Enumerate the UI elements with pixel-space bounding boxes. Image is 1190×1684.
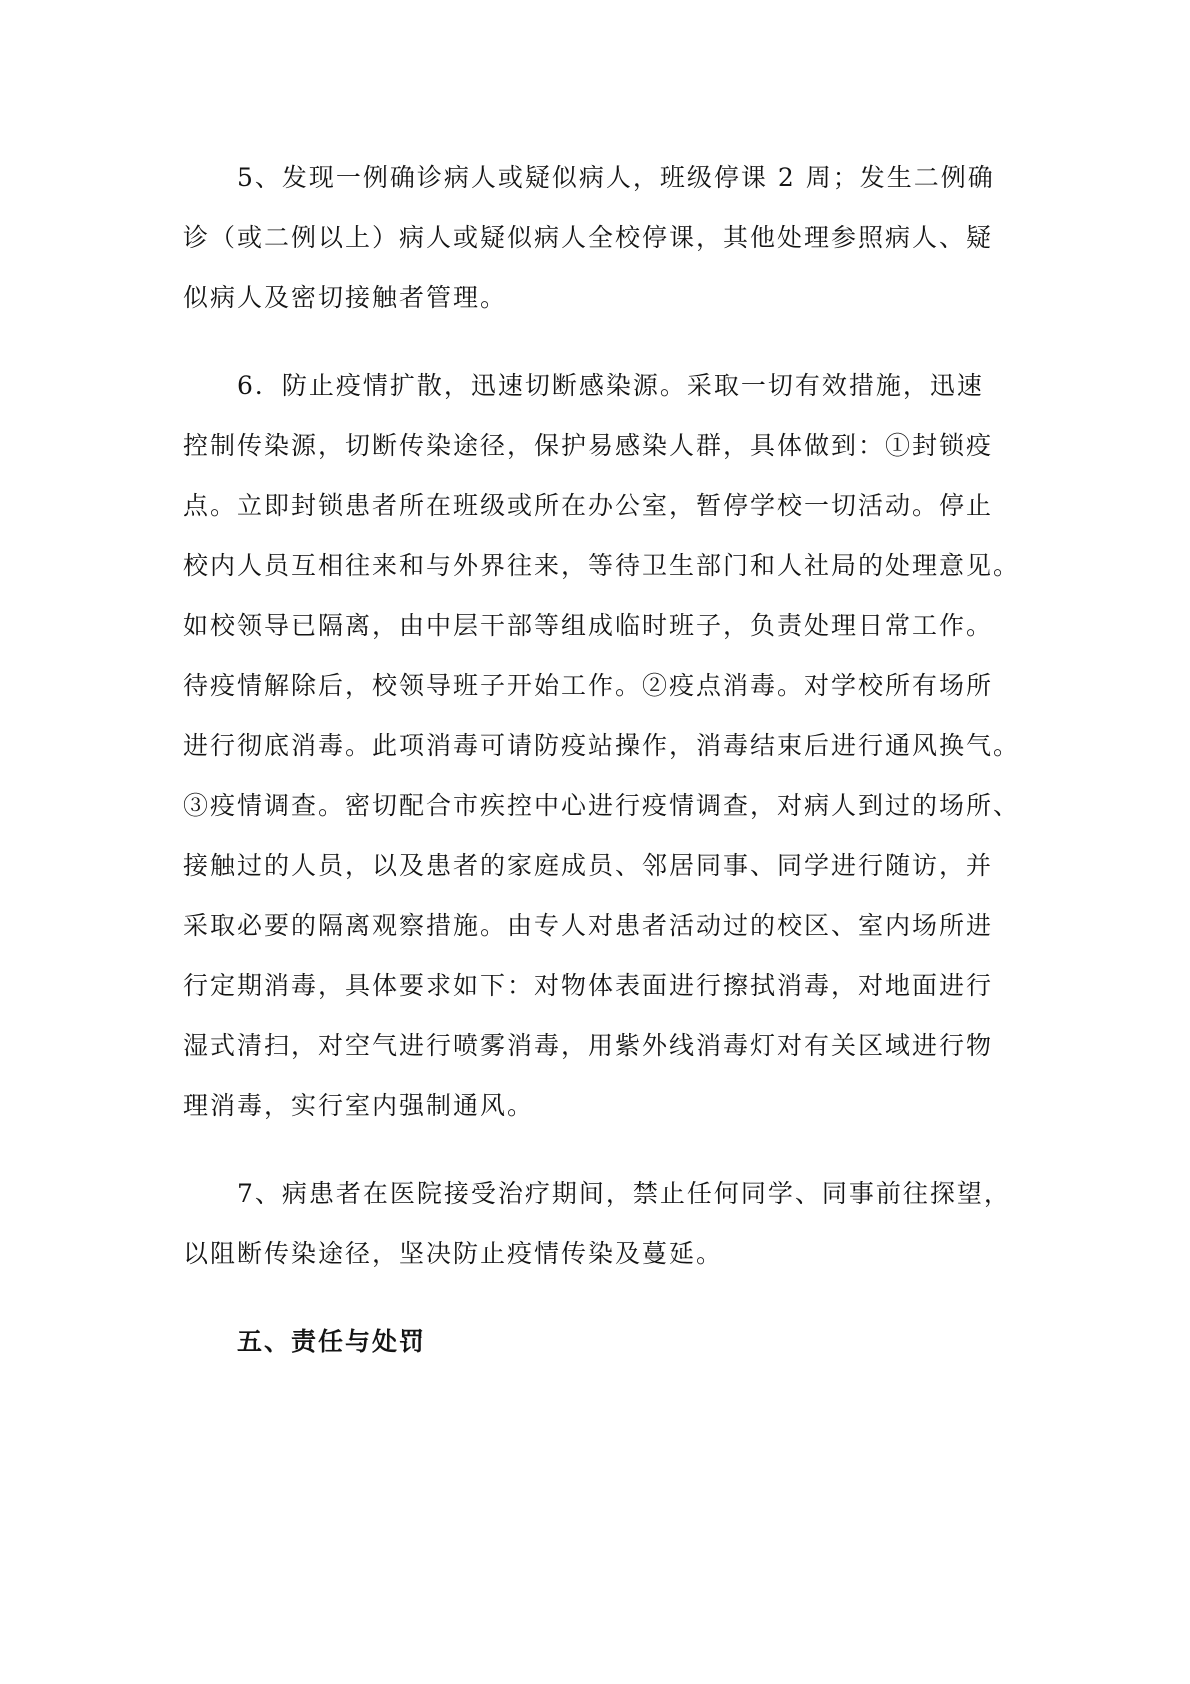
paragraph-gap	[183, 1136, 1013, 1164]
text-line: 湿式清扫，对空气进行喷雾消毒，用紫外线消毒灯对有关区域进行物	[183, 1031, 994, 1060]
text-line: 进行彻底消毒。此项消毒可请防疫站操作，消毒结束后进行通风换气。	[183, 731, 1021, 760]
text-line: 似病人及密切接触者管理。	[183, 283, 508, 312]
text-line: 行定期消毒，具体要求如下：对物体表面进行擦拭消毒，对地面进行	[183, 971, 994, 1000]
text-line: 采取必要的隔离观察措施。由专人对患者活动过的校区、室内场所进	[183, 911, 994, 940]
paragraph-item-7	[183, 1164, 1013, 1284]
text-line: 5、发现一例确诊病人或疑似病人，班级停课 2 周；发生二例确	[237, 163, 995, 192]
text-line: 6．防止疫情扩散，迅速切断感染源。采取一切有效措施，迅速	[237, 371, 984, 400]
paragraph-item-5	[183, 148, 1013, 328]
paragraph-item-6	[183, 356, 1021, 1136]
text-line: 控制传染源，切断传染途径，保护易感染人群，具体做到：①封锁疫	[183, 431, 994, 460]
paragraph-gap	[183, 1284, 1013, 1312]
text-line: 诊（或二例以上）病人或疑似病人全校停课，其他处理参照病人、疑	[183, 223, 994, 252]
text-line: 接触过的人员，以及患者的家庭成员、邻居同事、同学进行随访，并	[183, 851, 994, 880]
text-line: 如校领导已隔离，由中层干部等组成临时班子，负责处理日常工作。	[183, 611, 994, 640]
text-line: 7、病患者在医院接受治疗期间，禁止任何同学、同事前往探望，	[237, 1179, 1011, 1208]
text-line: 点。立即封锁患者所在班级或所在办公室，暂停学校一切活动。停止	[183, 491, 994, 520]
section-heading: 五、责任与处罚	[237, 1327, 427, 1356]
text-line: ③疫情调查。密切配合市疾控中心进行疫情调查，对病人到过的场所、	[183, 791, 1021, 820]
text-line: 待疫情解除后，校领导班子开始工作。②疫点消毒。对学校所有场所	[183, 671, 994, 700]
document-body	[183, 148, 1021, 1372]
paragraph-gap	[183, 328, 1013, 356]
text-line: 校内人员互相往来和与外界往来，等待卫生部门和人社局的处理意见。	[183, 551, 1021, 580]
text-line: 以阻断传染途径，坚决防止疫情传染及蔓延。	[183, 1239, 724, 1268]
text-line: 理消毒，实行室内强制通风。	[183, 1091, 535, 1120]
